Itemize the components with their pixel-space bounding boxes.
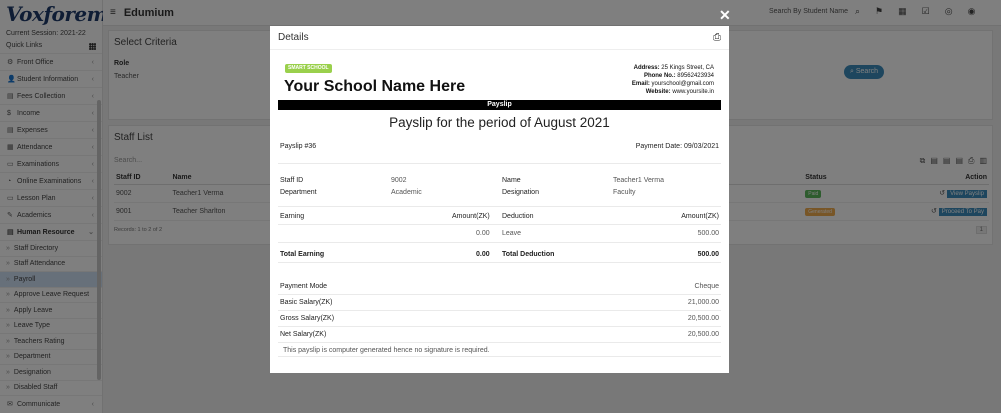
staff-id-label: Staff ID [280, 177, 304, 184]
leave-value: 500.00 [697, 230, 719, 237]
basic-salary-label: Basic Salary(ZK) [280, 299, 333, 306]
net-salary-value: 20,500.00 [687, 331, 719, 338]
divider [278, 242, 721, 243]
school-name: Your School Name Here [284, 78, 466, 95]
total-deduction-label: Total Deduction [502, 251, 555, 258]
deduction-amount-header: Amount(ZK) [681, 213, 719, 220]
print-icon[interactable]: ⎙ [713, 32, 721, 43]
divider [278, 224, 721, 225]
earning-header: Earning [280, 213, 305, 220]
name-label: Name [502, 177, 521, 184]
name-value: Teacher1 Verma [613, 177, 664, 184]
divider [278, 294, 721, 295]
divider [278, 206, 721, 207]
staff-id-value: 9002 [391, 177, 407, 184]
school-logo: SMART SCHOOL [285, 64, 332, 73]
payslip-number: Payslip #36 [280, 143, 317, 150]
payslip-period: Payslip for the period of August 2021 [389, 115, 610, 130]
total-earning-label: Total Earning [280, 251, 325, 258]
earning-amount-header: Amount(ZK) [452, 213, 490, 220]
deduction-header: Deduction [502, 213, 534, 220]
department-label: Department [280, 189, 317, 196]
close-icon[interactable]: ✕ [719, 7, 731, 23]
divider [278, 163, 721, 164]
modal-header [270, 26, 729, 50]
payment-date: Payment Date: 09/03/2021 [635, 143, 719, 150]
school-contact [632, 64, 714, 96]
gross-salary-label: Gross Salary(ZK) [280, 315, 335, 322]
address-label: Address: [633, 65, 660, 71]
earning-value: 0.00 [476, 230, 490, 237]
modal-title: Details [278, 32, 309, 43]
payslip-modal [270, 26, 729, 373]
divider [278, 356, 721, 357]
total-deduction-value: 500.00 [697, 251, 719, 258]
divider [278, 310, 721, 311]
divider [278, 262, 721, 263]
payslip-header-bar: Payslip [278, 100, 721, 110]
payment-mode-value: Cheque [694, 283, 719, 290]
website-value: www.yoursite.in [672, 89, 714, 95]
payslip-note: This payslip is computer generated hence no signature is required. [283, 347, 490, 354]
basic-salary-value: 21,000.00 [687, 299, 719, 306]
total-earning-value: 0.00 [476, 251, 490, 258]
divider [278, 342, 721, 343]
gross-salary-value: 20,500.00 [687, 315, 719, 322]
payment-mode-label: Payment Mode [280, 283, 328, 290]
divider [278, 326, 721, 327]
address-value: 25 Kings Street, CA [661, 65, 714, 71]
designation-label: Designation [502, 189, 539, 196]
designation-value: Faculty [613, 189, 636, 196]
website-label: Website: [645, 89, 671, 95]
leave-label: Leave [502, 230, 522, 237]
phone-label: Phone No.: [643, 73, 676, 79]
net-salary-label: Net Salary(ZK) [280, 331, 327, 338]
department-value: Academic [391, 189, 422, 196]
phone-value: 89562423934 [677, 73, 714, 79]
email-label: Email: [631, 81, 650, 87]
email-value: yourschool@gmail.com [651, 81, 714, 87]
